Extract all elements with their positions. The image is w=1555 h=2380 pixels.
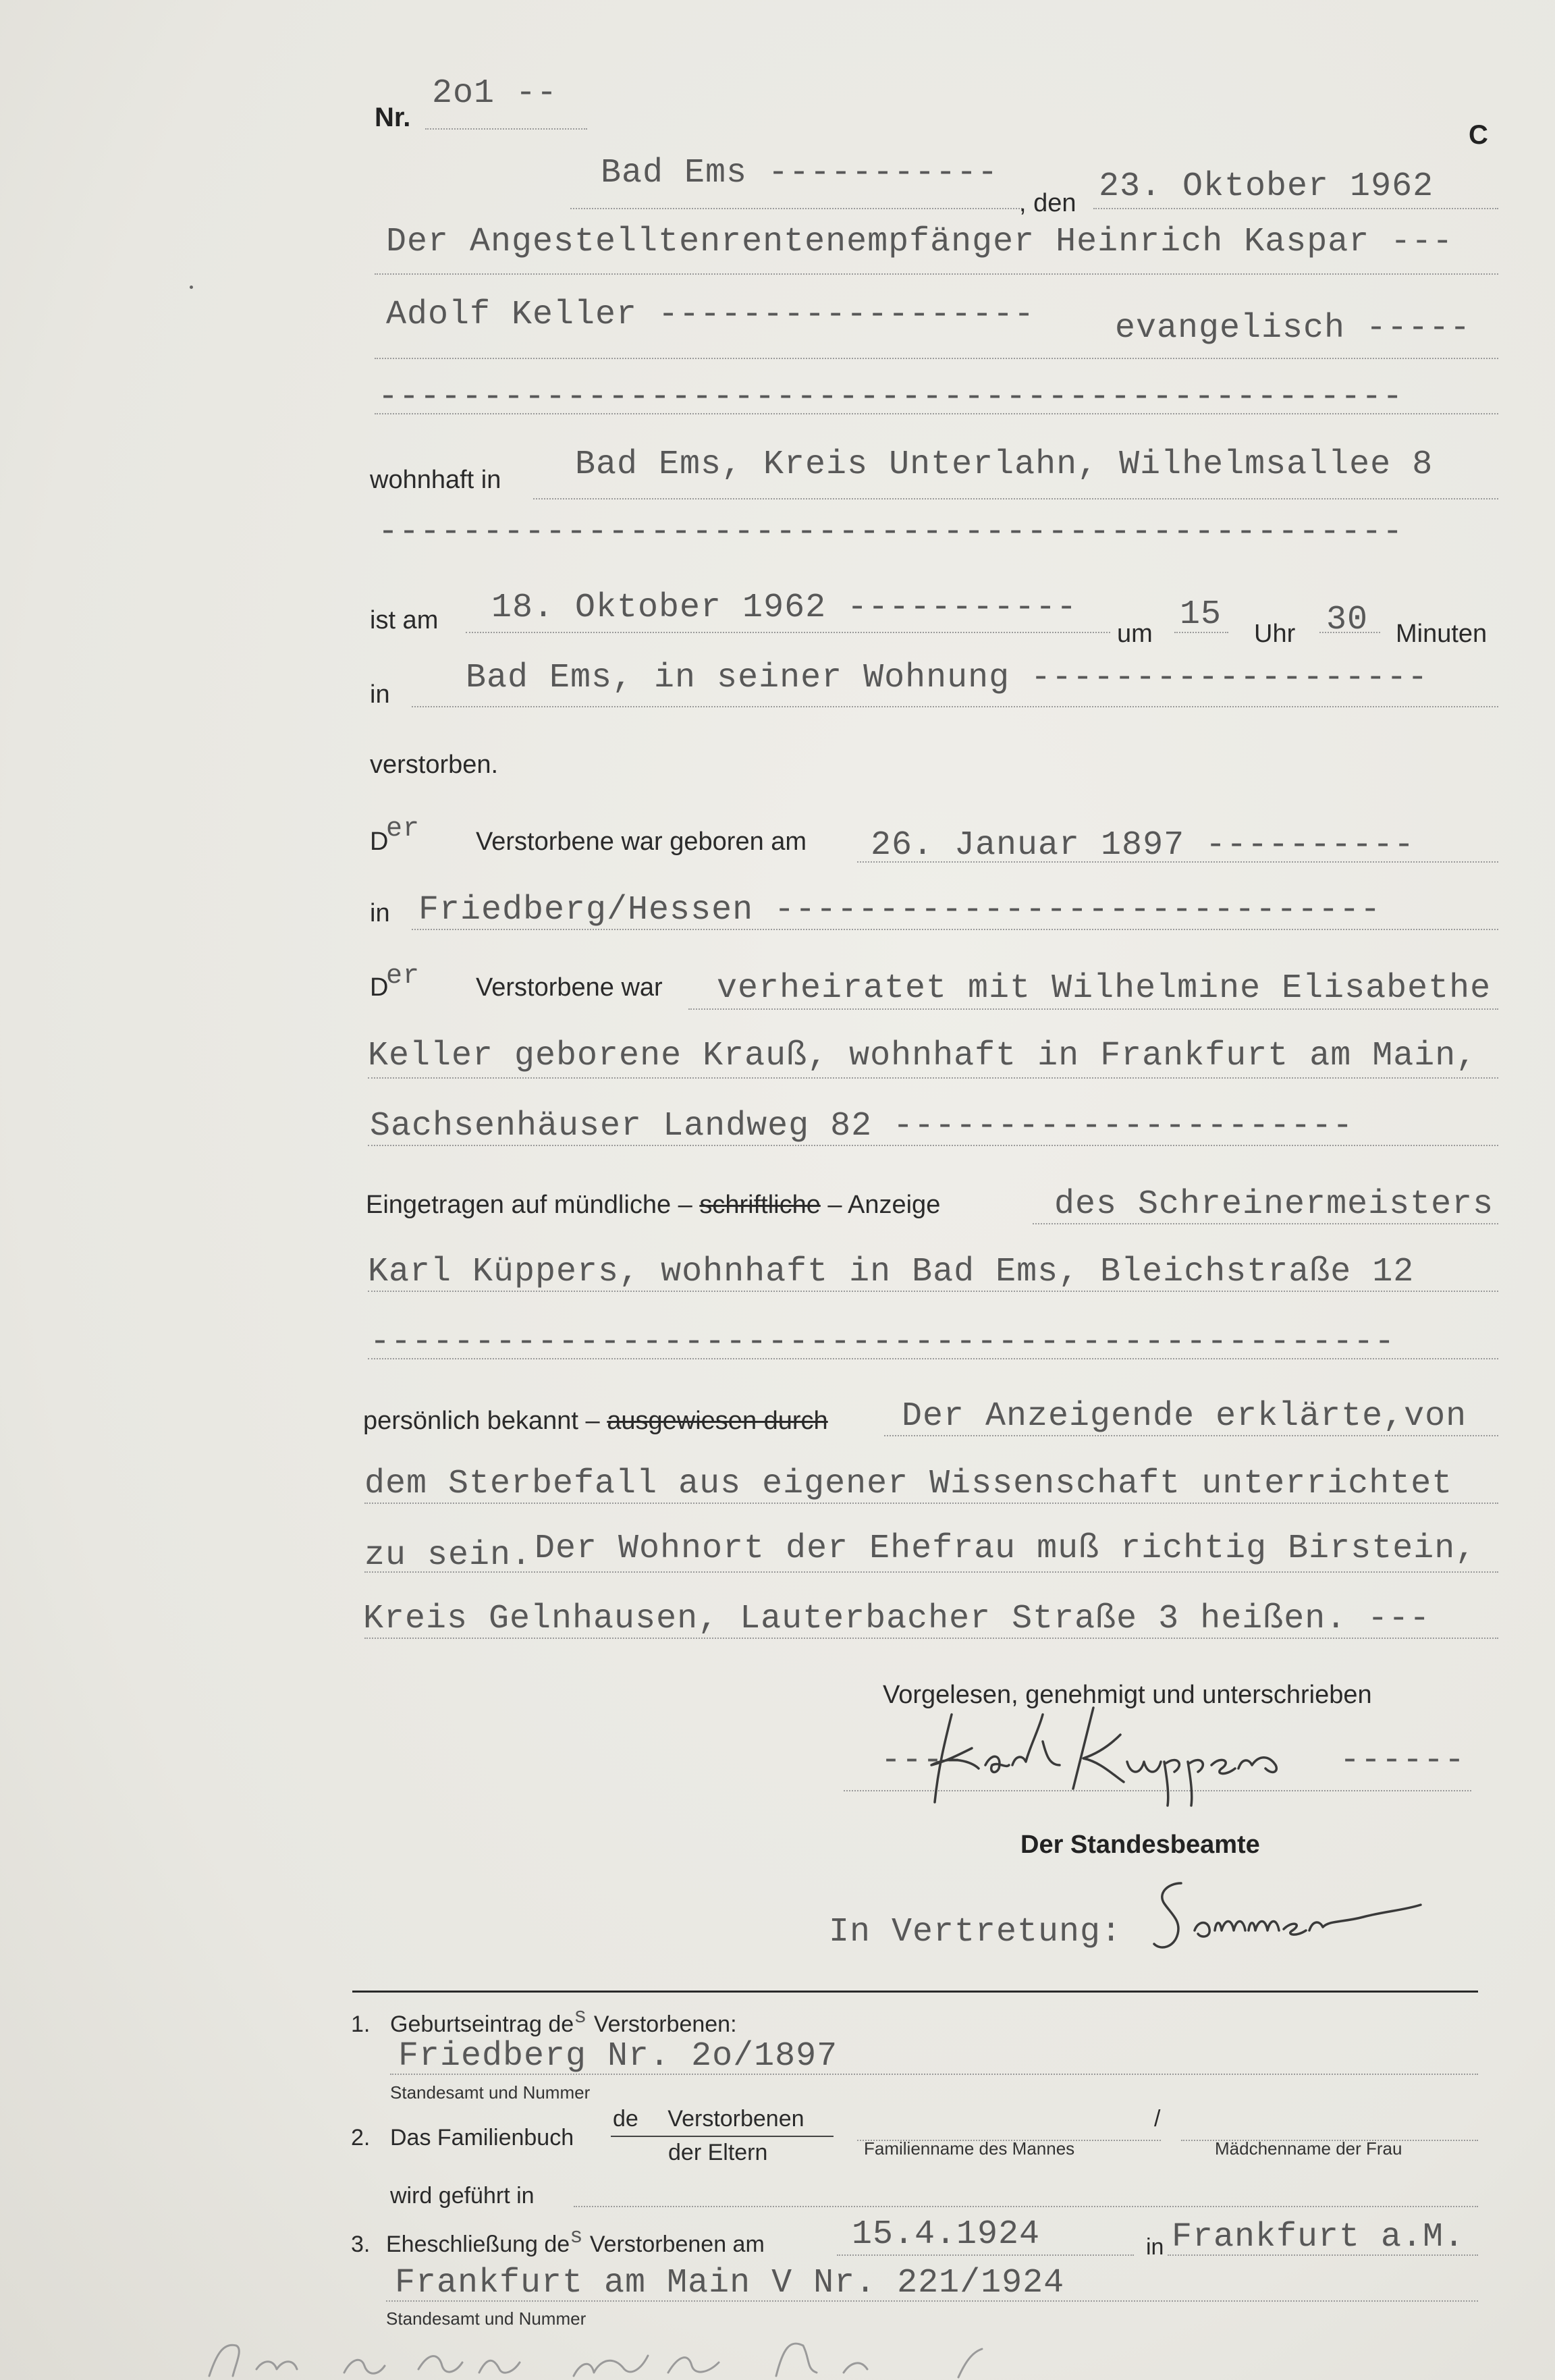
nr-label: Nr. — [375, 103, 411, 132]
item3-value: Frankfurt am Main V Nr. 221/1924 — [395, 2264, 1065, 2302]
item1-caption: Standesamt und Nummer — [390, 2082, 591, 2103]
item3-label-a: Eheschließung de — [386, 2232, 570, 2257]
residence-line-2: ------------------------------------------------- — [378, 513, 1404, 551]
death-date-dotted-line — [466, 632, 1110, 633]
residence-label: wohnhaft in — [370, 466, 501, 494]
birth-place-in-label: in — [370, 899, 390, 927]
residence-value: Bad Ems, Kreis Unterlahn, Wilhelmsallee 8 — [575, 445, 1434, 484]
identity-label-struck: ausgewiesen durch — [607, 1407, 828, 1435]
footnote-divider — [352, 1991, 1478, 1993]
item1-dotted-line — [390, 2074, 1478, 2075]
marital-value: verheiratet mit Wilhelmine Elisabethe — [717, 969, 1492, 1008]
item2-option-top-a: de — [613, 2106, 638, 2132]
marital-dotted-line-3 — [368, 1145, 1498, 1146]
item1-label-b: Verstorbenen: — [593, 2011, 737, 2037]
report-label-written-struck: schriftliche — [699, 1191, 821, 1219]
death-place-in-label: in — [370, 680, 390, 709]
identity-dotted-line-4 — [364, 1638, 1498, 1639]
item3-date: 15.4.1924 — [852, 2215, 1041, 2254]
item3-number: 3. — [351, 2232, 371, 2257]
birth-prefix-typed: er — [386, 814, 420, 844]
report-dotted-line-3 — [368, 1358, 1498, 1359]
item2-slash: / — [1154, 2106, 1161, 2132]
person-dotted-line-3 — [375, 413, 1498, 414]
margin-speck — [190, 286, 193, 289]
marital-prefix-typed: er — [386, 961, 420, 992]
report-label-anzeige: – Anzeige — [827, 1191, 941, 1219]
marital-label: Verstorbene war — [476, 973, 663, 1002]
informant-value: des Schreinermeisters — [1054, 1185, 1494, 1224]
marital-dotted-line-2 — [368, 1077, 1498, 1079]
minuten-label: Minuten — [1396, 620, 1488, 648]
item1-label-a: Geburtseintrag de — [390, 2011, 574, 2037]
item3-sup: s — [570, 2224, 584, 2249]
remark-line-2: dem Sterbefall aus eigener Wissenschaft unterrichtet — [364, 1465, 1453, 1503]
hour-dotted-line — [1174, 632, 1228, 633]
deceased-line-1: Der Angestelltenrentenempfänger Heinrich Kaspar --- — [386, 223, 1454, 261]
report-label-oral: Eingetragen auf mündliche – — [366, 1191, 692, 1219]
birth-place: Friedberg/Hessen ----------------------------- — [418, 891, 1382, 929]
registry-place: Bad Ems ----------- — [601, 154, 999, 192]
birth-date-dotted-line — [857, 861, 1498, 863]
identity-value: Der Anzeigende erklärte,von — [902, 1397, 1467, 1436]
report-dotted-line-1 — [1033, 1223, 1498, 1224]
person-dotted-line-1 — [375, 273, 1498, 275]
death-date: 18. Oktober 1962 ----------- — [491, 589, 1078, 627]
item1-value: Friedberg Nr. 2o/1897 — [398, 2037, 838, 2076]
remark-line-3b: Der Wohnort der Ehefrau muß richtig Birstein, — [535, 1530, 1477, 1568]
remark-line-4: Kreis Gelnhausen, Lauterbacher Straße 3 heißen. --- — [363, 1600, 1431, 1638]
person-dotted-line-2 — [375, 358, 1498, 359]
item2-kept-label: wird geführt in — [390, 2183, 535, 2209]
marital-line-2: Keller geborene Krauß, wohnhaft in Frankfurt am Main, — [368, 1037, 1477, 1075]
item3-place: Frankfurt a.M. — [1172, 2218, 1465, 2256]
item3-label-b: Verstorbenen am — [589, 2232, 765, 2257]
birth-prefix-print: D — [370, 828, 389, 856]
item3-place-dotted-line — [1168, 2254, 1478, 2256]
item1-number: 1. — [351, 2011, 371, 2037]
identity-label-known: persönlich bekannt – — [363, 1407, 600, 1435]
den-label: , den — [1019, 189, 1076, 217]
death-place: Bad Ems, in seiner Wohnung ------------------- — [466, 659, 1429, 697]
informant-signature — [925, 1701, 1316, 1809]
nr-value: 2o1 -- — [432, 74, 558, 113]
item2-label: Das Familienbuch — [390, 2125, 574, 2151]
identity-label — [363, 1407, 828, 1436]
item2-option-top-b: Verstorbenen — [667, 2106, 804, 2132]
place-dotted-line — [570, 208, 1022, 209]
birth-place-dotted-line — [412, 929, 1498, 930]
item2-caption-wife: Mädchenname der Frau — [1215, 2138, 1402, 2159]
um-label: um — [1117, 620, 1153, 648]
registrar-label: Der Standesbeamte — [1020, 1831, 1260, 1859]
identity-dotted-line-3 — [364, 1571, 1498, 1573]
item1-sup: s — [574, 2004, 588, 2029]
item2-option-divider — [611, 2136, 834, 2137]
deceased-religion: evangelisch ----- — [1115, 309, 1471, 348]
remark-line-3a: zu sein. — [364, 1536, 533, 1575]
birth-date: 26. Januar 1897 ---------- — [871, 826, 1415, 865]
informant-dashes-right: ------ — [1340, 1741, 1466, 1780]
informant-dashes-left: ---- — [881, 1741, 965, 1780]
item3-label — [386, 2224, 765, 2259]
report-dotted-line-2 — [368, 1291, 1498, 1292]
informant-line-3: ------------------------------------------------- — [370, 1323, 1396, 1361]
uhr-label: Uhr — [1254, 620, 1296, 648]
residence-dotted-line — [533, 498, 1498, 499]
marginal-scribble — [196, 2335, 1046, 2380]
nr-dotted-line — [425, 128, 587, 130]
item3-dotted-line — [386, 2300, 1478, 2302]
death-hour: 15 — [1180, 595, 1222, 634]
verstorben-label: verstorben. — [370, 751, 499, 779]
deceased-line-3: ------------------------------------------------- — [378, 378, 1404, 416]
marital-prefix-print: D — [370, 973, 389, 1002]
item3-date-dotted-line — [837, 2254, 1134, 2256]
marital-line-3: Sachsenhäuser Landweg 82 ---------------------- — [370, 1107, 1354, 1145]
minute-dotted-line — [1319, 632, 1380, 633]
item3-caption: Standesamt und Nummer — [386, 2308, 586, 2329]
item3-in-label: in — [1146, 2234, 1164, 2260]
item2-caption-husband: Familienname des Mannes — [864, 2138, 1075, 2159]
date-dotted-line — [1093, 208, 1498, 209]
item1-label — [390, 2004, 737, 2038]
report-label — [366, 1191, 940, 1220]
identity-dotted-line-2 — [364, 1503, 1498, 1504]
death-minute: 30 — [1326, 601, 1369, 639]
identity-dotted-line-1 — [884, 1435, 1498, 1436]
deputy-label: In Vertretung: — [829, 1913, 1122, 1951]
birth-label: Verstorbene war geboren am — [476, 828, 807, 856]
deceased-name-line-2: Adolf Keller ------------------ — [386, 296, 1035, 334]
death-place-dotted-line — [412, 706, 1498, 707]
item2-kept-dotted-line — [574, 2206, 1478, 2207]
registrar-signature — [1141, 1863, 1438, 1964]
registry-date: 23. Oktober 1962 — [1099, 167, 1434, 206]
read-approved-label: Vorgelesen, genehmigt und unterschrieben — [883, 1681, 1372, 1709]
item2-option-top — [613, 2106, 804, 2132]
corner-letter: C — [1469, 120, 1488, 150]
informant-line-2: Karl Küppers, wohnhaft in Bad Ems, Bleichstraße 12 — [368, 1253, 1415, 1291]
item2-option-bottom: der Eltern — [668, 2140, 768, 2165]
item2-number: 2. — [351, 2125, 371, 2151]
marital-dotted-line-1 — [688, 1008, 1498, 1010]
ist-am-label: ist am — [370, 606, 439, 634]
